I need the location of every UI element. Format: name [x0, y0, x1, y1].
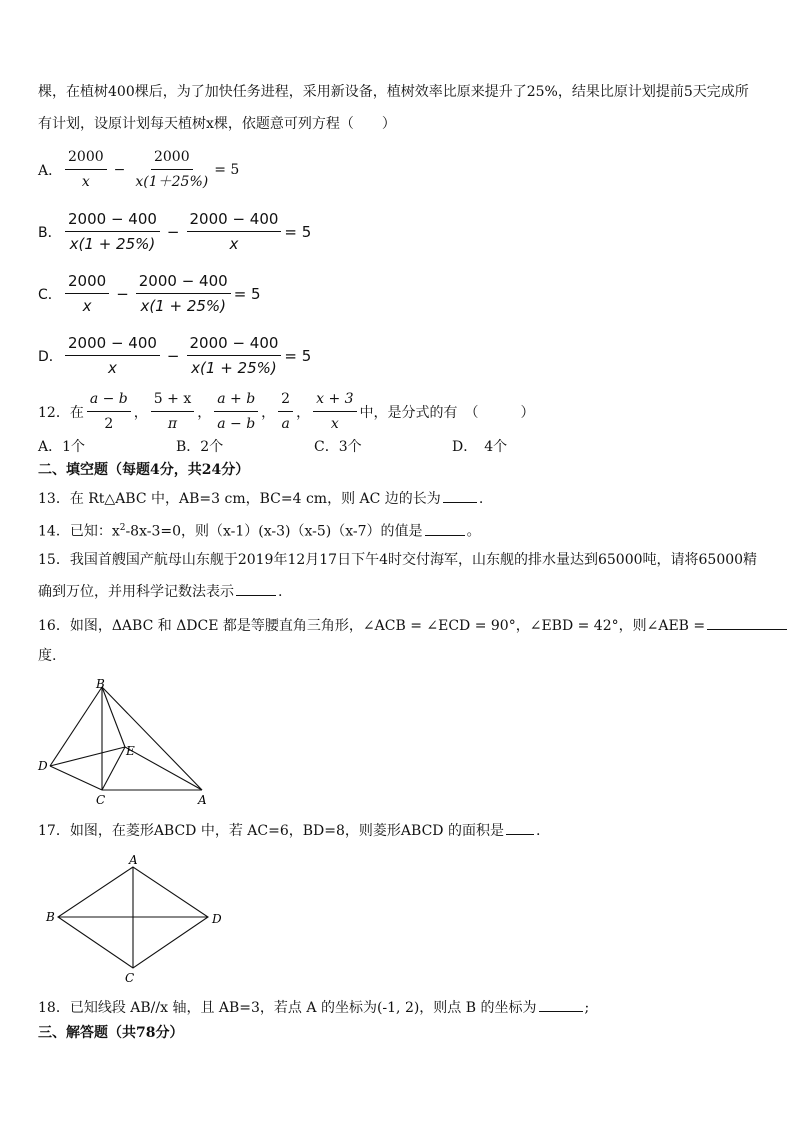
q15-line-2-text: 确到万位，并用科学记数法表示 [38, 584, 234, 600]
q14-pre: 14．已知：x [38, 523, 120, 540]
label-a: A [198, 793, 207, 807]
q16-text: 16．如图，ΔABC 和 ΔDCE 都是等腰直角三角形，∠ACB = ∠ECD = 90°，∠EBD = 42°，则∠AEB = [38, 618, 706, 634]
fraction [132, 148, 211, 191]
figure-16-triangles [30, 672, 220, 812]
q14-post: -8x-3=0，则（x-1）(x-3)（x-5)（x-7）的值是 [125, 523, 423, 540]
fraction [313, 390, 356, 433]
answer-blank [425, 521, 465, 536]
option-letter: D． [38, 348, 63, 365]
segment-ba [102, 687, 202, 790]
separator: ， [296, 404, 311, 421]
q14 [38, 518, 481, 542]
section-2-heading: 二、填空题（每题4分，共24分） [38, 462, 250, 478]
label-b: B [46, 910, 55, 924]
separator: ， [261, 404, 276, 421]
option-letter: C． [38, 286, 62, 303]
segment-dc [50, 766, 102, 790]
figure-17-rhombus [38, 850, 238, 990]
numerator: 2000 − 400 [65, 210, 160, 232]
fraction [65, 334, 160, 377]
label-b: B [96, 677, 105, 691]
separator: ， [197, 404, 212, 421]
numerator: 2000 − 400 [65, 334, 160, 356]
label-d: D [212, 912, 222, 926]
denominator: x(1 + 25%) [191, 359, 277, 377]
q12-choice-a: A．1个 [38, 439, 86, 455]
q17-end: . [535, 823, 541, 839]
fraction [65, 148, 107, 191]
q16-line-2: 度. [38, 648, 57, 664]
q18-text: 18．已知线段 AB//x 轴，且 AB=3，若点 A 的坐标为(-1, 2)，则点 B 的坐标为 [38, 1000, 537, 1016]
answer-blank [236, 581, 276, 596]
label-c: C [96, 793, 106, 807]
fraction [87, 390, 131, 433]
segment-bd [50, 687, 102, 766]
label-a: A [129, 853, 138, 867]
q12-choice-c: C．3个 [314, 439, 362, 455]
fraction [65, 272, 109, 315]
q11-line-1: 棵，在植树400棵后，为了加快任务进程，采用新设备，植树效率比原来提升了25%，结果比原计划提前5天完成所 [38, 84, 749, 100]
q16-line-1 [38, 615, 789, 636]
option-letter: A． [38, 162, 63, 179]
q14-exponent: 2 [119, 523, 126, 533]
q14-end: 。 [466, 523, 481, 540]
segment-be [102, 687, 125, 747]
fraction [151, 390, 194, 433]
denominator: x [81, 174, 90, 190]
q12-choice-b: B．2个 [176, 439, 224, 455]
denominator: a − b [217, 416, 256, 432]
denominator: x [330, 416, 339, 432]
numerator: 2000 [65, 272, 109, 294]
equals-five: = 5 [233, 284, 261, 303]
fraction [187, 210, 282, 253]
answer-blank [539, 997, 583, 1012]
numerator: 2000 − 400 [136, 272, 231, 294]
q13-end: . [478, 491, 484, 507]
answer-blank [443, 488, 477, 503]
q11-option-c [38, 272, 261, 315]
q11-line-2: 有计划，设原计划每天植树x棵，依题意可列方程（ ） [38, 116, 396, 132]
denominator: π [167, 416, 178, 432]
q11-option-d [38, 334, 311, 377]
fraction [214, 390, 258, 433]
minus-sign: − [166, 222, 180, 241]
answer-blank [707, 615, 787, 630]
q13 [38, 488, 483, 509]
q12-suffix: 中，是分式的有 （ ） [359, 404, 535, 421]
label-c: C [125, 971, 135, 985]
segment-ea [125, 747, 202, 790]
q12-prefix: 12．在 [38, 404, 84, 421]
answer-blank [506, 820, 534, 835]
q18 [38, 997, 589, 1018]
segment-ce [102, 747, 125, 790]
equals-five: = 5 [284, 222, 312, 241]
minus-sign: − [116, 284, 129, 303]
denominator: x(1 + 25%) [140, 297, 227, 315]
q18-end: ; [584, 1000, 590, 1016]
numerator: 2000 − 400 [187, 210, 282, 232]
numerator: 2 [278, 390, 293, 412]
label-e: E [126, 744, 135, 758]
q15-line-2 [38, 581, 282, 602]
q11-option-a [38, 148, 239, 191]
fraction [65, 210, 160, 253]
minus-sign: − [113, 161, 126, 178]
numerator: a + b [214, 390, 258, 412]
q12-stem [38, 390, 535, 433]
fraction [278, 390, 293, 433]
numerator: 5 + x [151, 390, 194, 412]
q12-choice-d: D． 4个 [452, 439, 508, 455]
equals-five: = 5 [284, 346, 312, 365]
denominator: a [281, 416, 290, 432]
section-3-heading: 三、解答题（共78分） [38, 1025, 184, 1041]
equals-five: = 5 [214, 161, 240, 178]
denominator: 2 [104, 416, 114, 432]
numerator: 2000 [65, 148, 107, 170]
fraction [136, 272, 231, 315]
fraction [187, 334, 282, 377]
numerator: a − b [87, 390, 131, 412]
denominator: x(1＋25%) [135, 174, 209, 190]
numerator: 2000 [151, 148, 193, 170]
denominator: x(1 + 25%) [69, 235, 156, 253]
option-letter: B． [38, 224, 62, 241]
minus-sign: − [166, 346, 180, 365]
denominator: x [108, 359, 117, 377]
label-d: D [38, 759, 48, 773]
q17 [38, 820, 540, 841]
denominator: x [229, 235, 239, 253]
denominator: x [82, 297, 92, 315]
q15-line-1: 15．我国首艘国产航母山东舰于2019年12月17日下午4时交付海军，山东舰的排水量达到65000吨，请将65000精 [38, 552, 758, 568]
q11-option-b [38, 210, 311, 253]
q17-text: 17．如图，在菱形ABCD 中，若 AC=6，BD=8，则菱形ABCD 的面积是 [38, 823, 504, 839]
numerator: 2000 − 400 [187, 334, 282, 356]
numerator: x + 3 [313, 390, 356, 412]
separator: ， [133, 404, 148, 421]
q15-end: . [278, 584, 283, 600]
q13-text: 13．在 Rt△ABC 中，AB=3 cm，BC=4 cm，则 AC 边的长为 [38, 491, 441, 507]
